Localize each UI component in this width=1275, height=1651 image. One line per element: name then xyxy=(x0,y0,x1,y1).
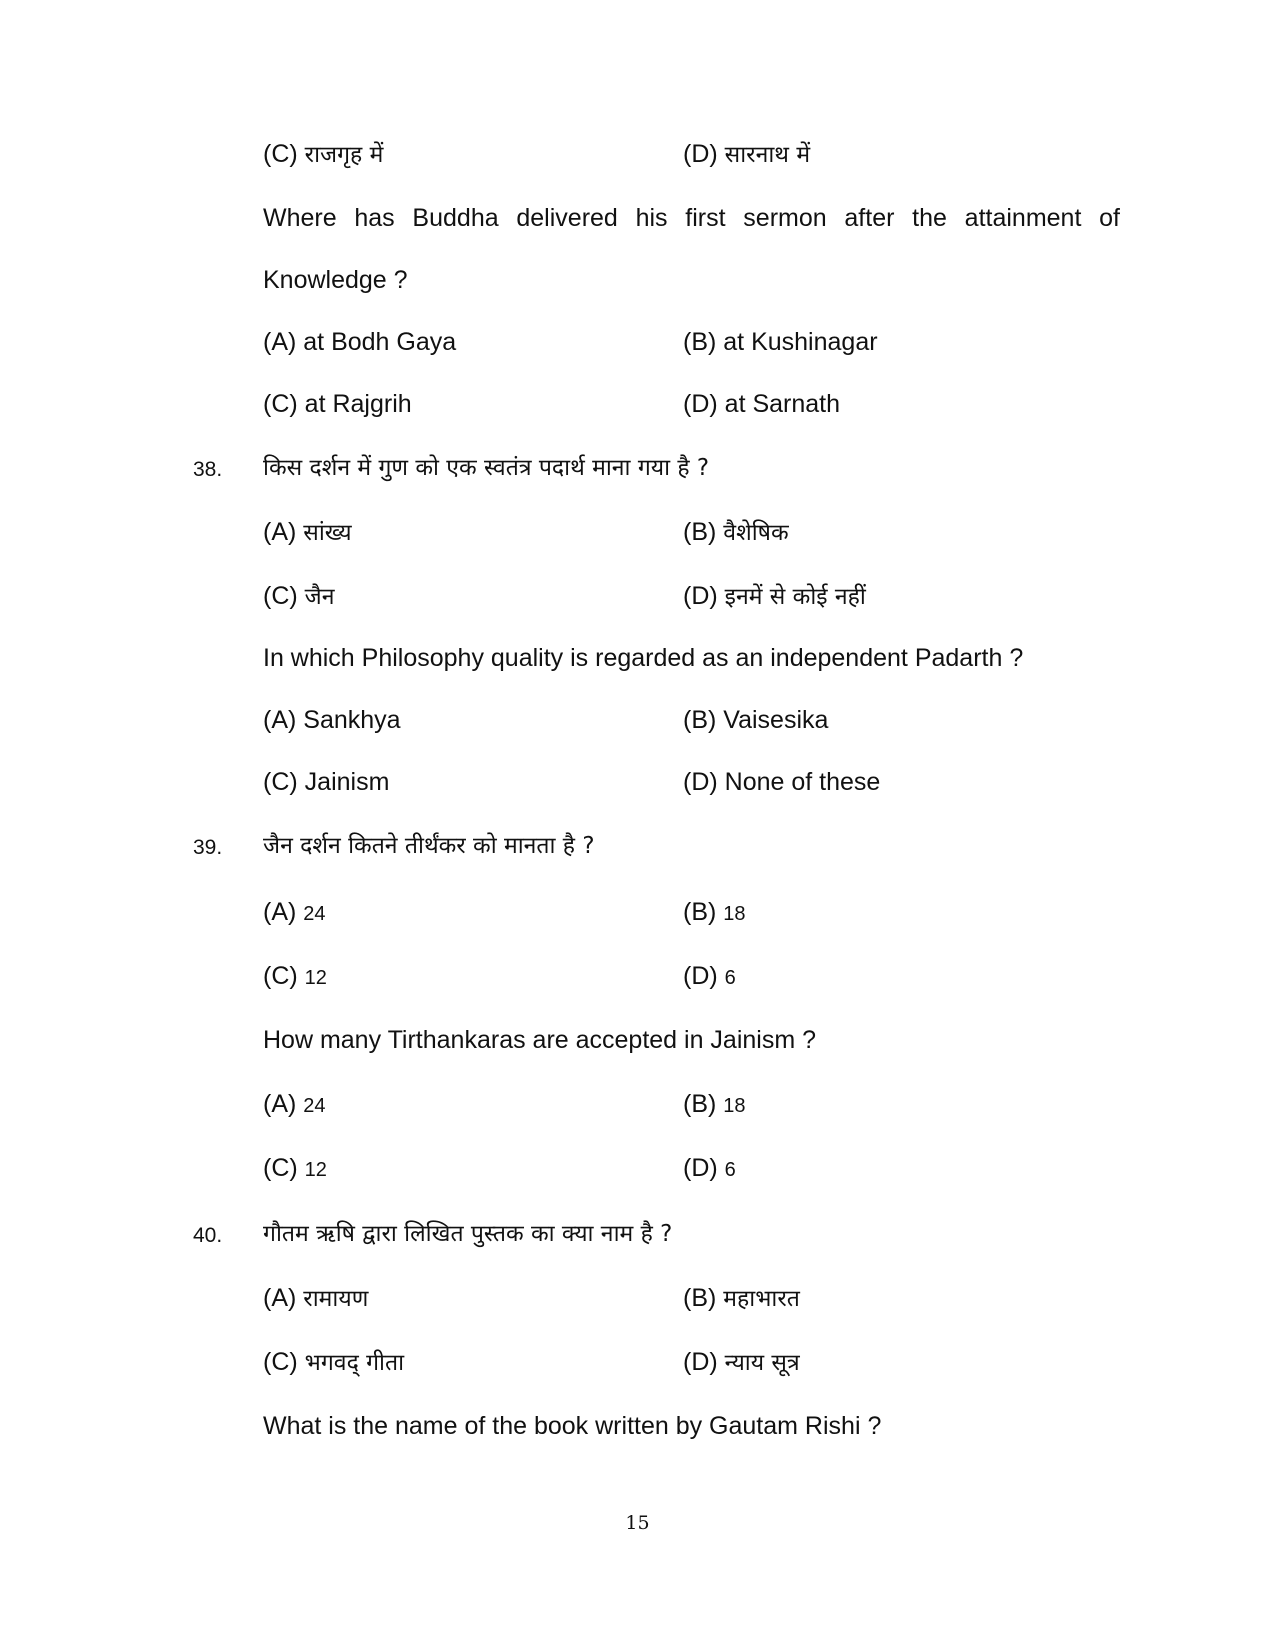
question-number: 40. xyxy=(193,1224,223,1247)
q38-english-options-row-ab xyxy=(0,700,1275,740)
option-a: (A) 24 xyxy=(263,1090,326,1118)
option-b: (B) Vaisesika xyxy=(683,706,829,734)
option-a: (A) 24 xyxy=(263,898,326,926)
option-c: (C) भगवद् गीता xyxy=(263,1348,405,1376)
option-d: (D) न्याय सूत्र xyxy=(683,1348,800,1376)
q39-english-options-row-cd xyxy=(0,1148,1275,1188)
q39-hindi-options-row-ab xyxy=(0,892,1275,932)
option-a: (A) at Bodh Gaya xyxy=(263,328,457,356)
q39-english-options-row-ab xyxy=(0,1084,1275,1124)
option-c: (C) 12 xyxy=(263,1154,327,1182)
option-b: (B) 18 xyxy=(683,898,746,926)
q37-english-question: Where has Buddha delivered his first sermon after the attainment of xyxy=(263,204,1120,232)
option-c: (C) 12 xyxy=(263,962,327,990)
q39-hindi-options-row-cd xyxy=(0,956,1275,996)
option-a: (A) Sankhya xyxy=(263,706,401,734)
option-c: (C) at Rajgrih xyxy=(263,390,412,418)
option-d: (D) None of these xyxy=(683,768,881,796)
option-b: (B) वैशेषिक xyxy=(683,518,789,546)
q37-english-question-cont: Knowledge ? xyxy=(263,266,408,294)
q40-hindi-options-row-ab xyxy=(0,1278,1275,1318)
q38-hindi-options-row-cd xyxy=(0,576,1275,616)
option-d: (D) 6 xyxy=(683,962,736,990)
option-d: (D) at Sarnath xyxy=(683,390,841,418)
q38-hindi-options-row-ab xyxy=(0,512,1275,552)
q37-hindi-options-row-cd xyxy=(0,134,1275,174)
option-d: (D) सारनाथ में xyxy=(683,140,811,168)
q40-hindi-question: 40. गौतम ऋषि द्वारा लिखित पुस्तक का क्या नाम है ? xyxy=(0,1214,1275,1254)
option-c: (C) जैन xyxy=(263,582,335,610)
q37-english-options-row-ab xyxy=(0,322,1275,362)
q40-english-question: What is the name of the book written by Gautam Rishi ? xyxy=(263,1412,882,1440)
q39-hindi-question: 39. जैन दर्शन कितने तीर्थंकर को मानता है ? xyxy=(0,826,1275,866)
option-b: (B) 18 xyxy=(683,1090,746,1118)
option-a: (A) सांख्य xyxy=(263,518,352,546)
q40-hindi-options-row-cd xyxy=(0,1342,1275,1382)
q38-hindi-question: 38. किस दर्शन में गुण को एक स्वतंत्र पदार्थ माना गया है ? xyxy=(0,448,1275,488)
option-c: (C) Jainism xyxy=(263,768,390,796)
option-b: (B) महाभारत xyxy=(683,1284,800,1312)
q38-english-question: In which Philosophy quality is regarded as an independent Padarth ? xyxy=(263,644,1024,672)
page-number: 15 xyxy=(625,1512,650,1534)
q37-english-options-row-cd xyxy=(0,384,1275,424)
option-d: (D) इनमें से कोई नहीं xyxy=(683,582,866,610)
option-b: (B) at Kushinagar xyxy=(683,328,878,356)
option-a: (A) रामायण xyxy=(263,1284,369,1312)
q39-english-question: How many Tirthankaras are accepted in Jainism ? xyxy=(263,1026,817,1054)
option-c: (C) राजगृह में xyxy=(263,140,384,168)
option-d: (D) 6 xyxy=(683,1154,736,1182)
q38-english-options-row-cd xyxy=(0,762,1275,802)
question-number: 38. xyxy=(193,458,223,481)
question-number: 39. xyxy=(193,836,223,859)
